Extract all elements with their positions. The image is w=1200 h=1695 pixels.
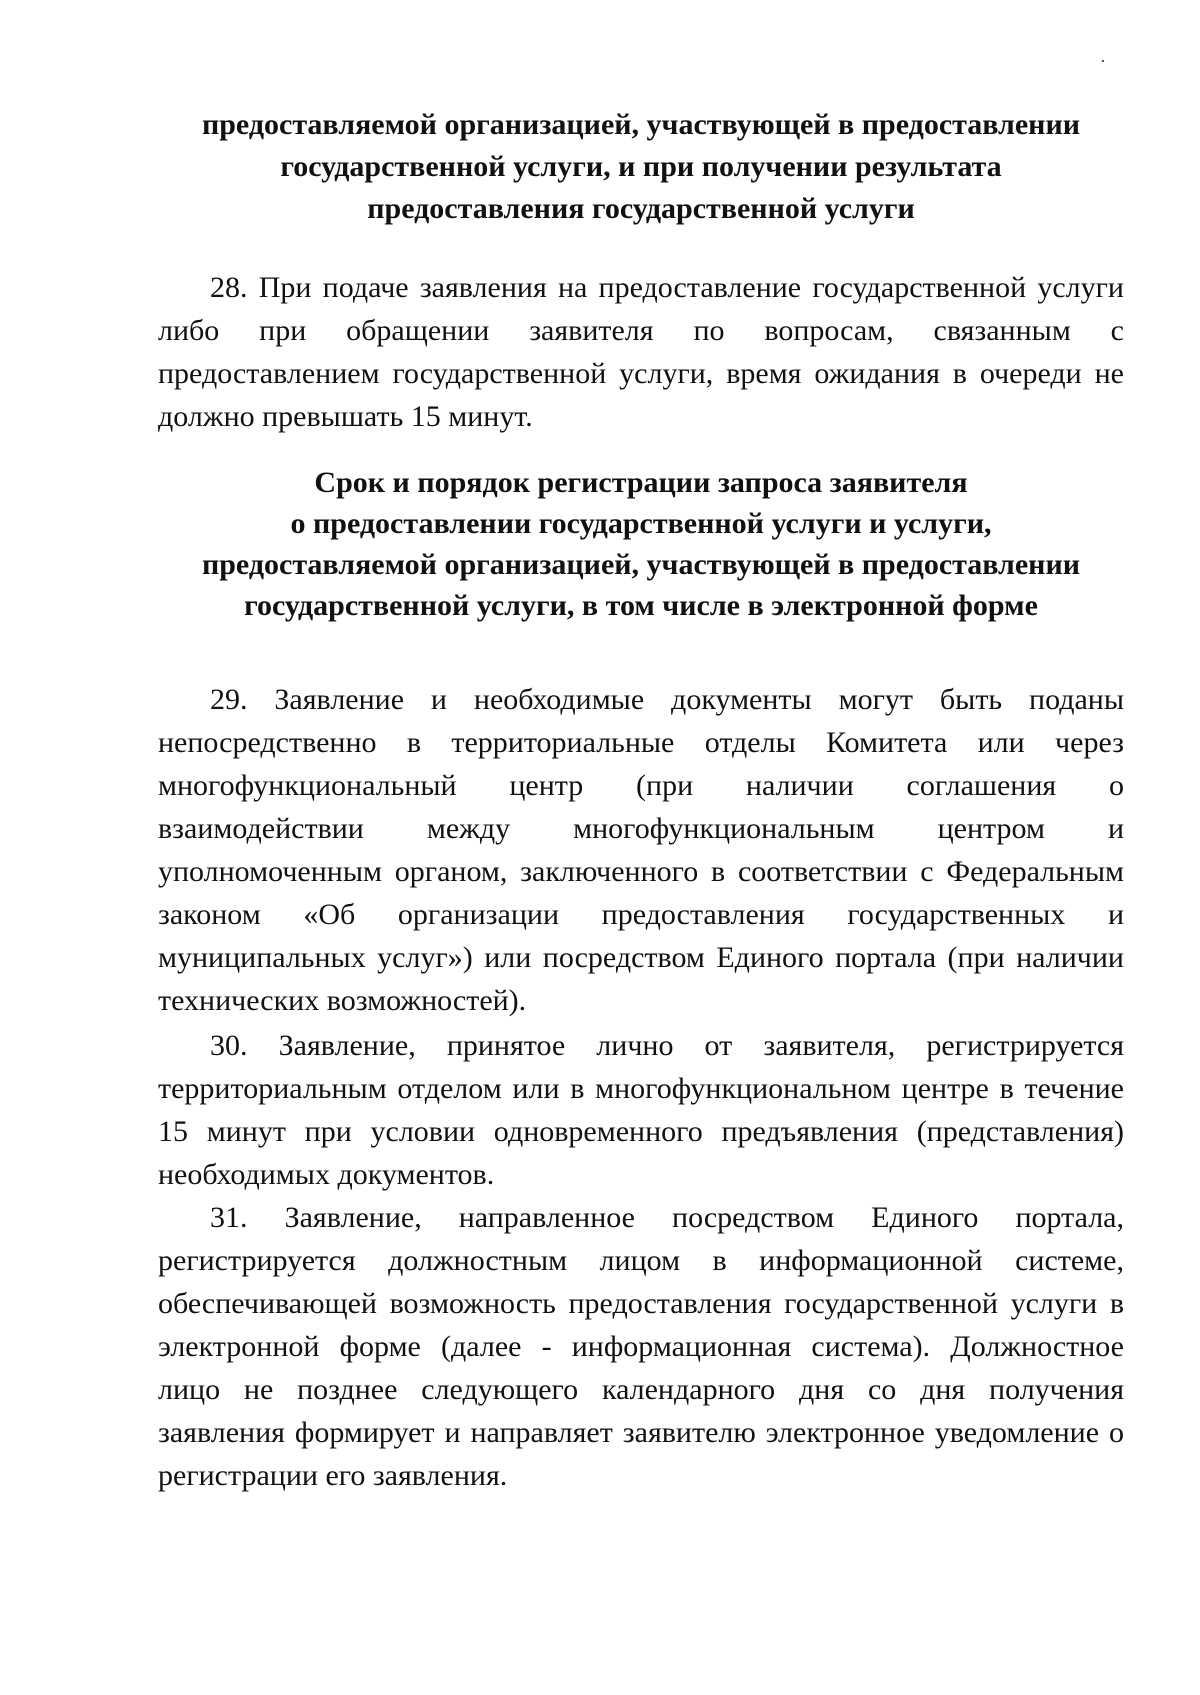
paragraph-line: 29. Заявление и необходимые документы могут быть поданы [210, 683, 1124, 716]
paragraph-line: непосредственно в территориальные отделы Комитета или через [158, 726, 1124, 759]
paragraph-line: 15 минут при условии одновременного предъявления (представления) [158, 1115, 1124, 1148]
paragraph-29 [158, 678, 1124, 1022]
paragraph-line: технических возможностей). [158, 984, 527, 1017]
section-heading [158, 462, 1124, 626]
scan-speck [1102, 60, 1104, 62]
paragraph-line: 30. Заявление, принятое лично от заявителя, регистрируется [210, 1029, 1124, 1062]
paragraph-28-text [158, 266, 1124, 438]
paragraph-line: электронной форме (далее - информационная система). Должностное [158, 1330, 1124, 1363]
paragraph-line: 31. Заявление, направленное посредством Единого портала, [210, 1201, 1124, 1234]
paragraph-line: предоставлением государственной услуги, время ожидания в очереди не [158, 357, 1124, 390]
paragraph-line: заявления формирует и направляет заявителю электронное уведомление о [158, 1416, 1124, 1449]
paragraph-line: 28. При подаче заявления на предоставление государственной услуги [210, 271, 1124, 304]
heading-line: государственной услуги, в том числе в электронной форме [244, 589, 1038, 622]
paragraph-30 [158, 1024, 1124, 1196]
heading-line: предоставляемой организацией, участвующей в предоставлении [201, 108, 1081, 141]
paragraph-line: лицо не позднее следующего календарного дня со дня получения [158, 1373, 1124, 1406]
paragraph-line: обеспечивающей возможность предоставления государственной услуги в [158, 1287, 1124, 1320]
heading-line: предоставления государственной услуги [367, 192, 915, 225]
section-heading-text [158, 462, 1124, 626]
paragraph-31 [158, 1196, 1124, 1497]
heading-continuation-text [158, 104, 1124, 230]
paragraph-line: необходимых документов. [158, 1158, 495, 1191]
paragraph-line: законом «Об организации предоставления государственных и [158, 898, 1124, 931]
paragraph-31-text [158, 1196, 1124, 1497]
paragraph-line: территориальным отделом или в многофункциональном центре в течение [158, 1072, 1124, 1105]
heading-line: государственной услуги, и при получении результата [280, 150, 1002, 183]
paragraph-30-text [158, 1024, 1124, 1196]
paragraph-29-text [158, 678, 1124, 1022]
paragraph-28 [158, 266, 1124, 438]
paragraph-line: уполномоченным органом, заключенного в соответствии с Федеральным [158, 855, 1124, 888]
paragraph-line: многофункциональный центр (при наличии соглашения о [158, 769, 1124, 802]
paragraph-line: регистрируется должностным лицом в информационной системе, [158, 1244, 1124, 1277]
paragraph-line: должно превышать 15 минут. [158, 400, 533, 433]
paragraph-line: взаимодействии между многофункциональным центром и [158, 812, 1124, 845]
paragraph-line: регистрации его заявления. [158, 1459, 508, 1492]
heading-line: о предоставлении государственной услуги и услуги, [290, 507, 992, 540]
heading-line: предоставляемой организацией, участвующей в предоставлении [201, 548, 1081, 581]
heading-line: Срок и порядок регистрации запроса заявителя [314, 466, 968, 499]
paragraph-line: муниципальных услуг») или посредством Единого портала (при наличии [158, 941, 1124, 974]
paragraph-line: либо при обращении заявителя по вопросам, связанным с [158, 314, 1124, 347]
heading-continuation [158, 104, 1124, 230]
